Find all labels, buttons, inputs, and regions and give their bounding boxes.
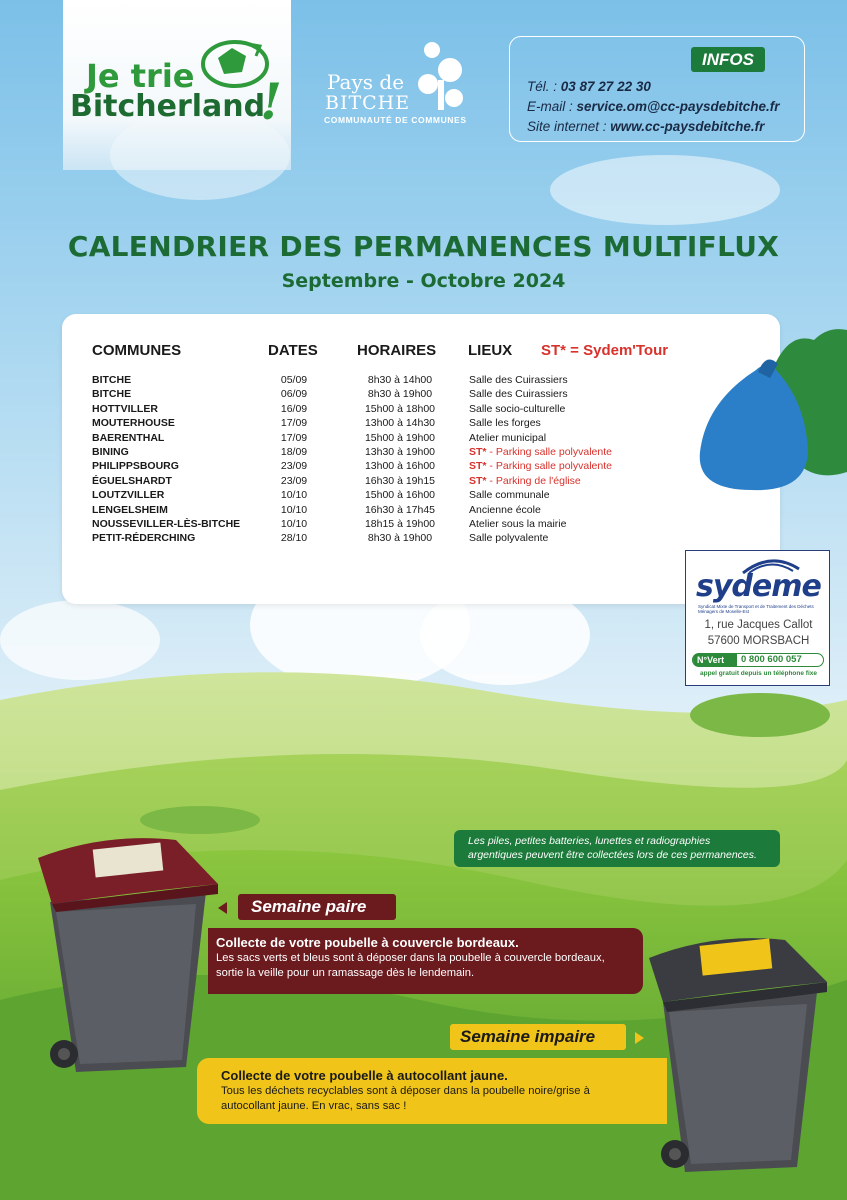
sydeme-address — [686, 617, 831, 649]
sydeme-card — [685, 550, 830, 686]
horaire-cell: 18h15 à 19h00 — [364, 518, 436, 530]
table-row — [62, 417, 780, 431]
yellow-sticker-bin-icon — [645, 932, 830, 1180]
infos-lines — [527, 77, 780, 137]
semaine-impaire-box — [197, 1058, 667, 1124]
page-title: CALENDRIER DES PERMANENCES MULTIFLUX — [67, 230, 780, 263]
numero-vert-label: N°Vert — [693, 653, 737, 667]
semaine-impaire-text: Tous les déchets recyclables sont à déposer dans la poubelle noire/grise à autocollant jaune. En vrac, sans sac ! — [221, 1085, 590, 1112]
arrow-right-icon — [635, 1032, 644, 1044]
date-cell: 10/10 — [280, 489, 308, 502]
horaire-cell: 15h00 à 16h00 — [364, 489, 436, 502]
lieu-cell — [469, 518, 566, 530]
sydeme-address-line2: 57600 MORSBACH — [707, 635, 810, 647]
semaine-paire-lead: Collecte de votre poubelle à couvercle bordeaux. — [216, 935, 519, 950]
page-subtitle: Septembre - Octobre 2024 — [281, 270, 566, 292]
date-cell: 18/09 — [280, 446, 308, 458]
family-tree-icon — [414, 40, 470, 114]
commune-cell: MOUTERHOUSE — [92, 417, 175, 430]
lieu-text: Salle des Cuirassiers — [469, 388, 568, 401]
commune-cell: BAERENTHAL — [92, 431, 165, 444]
horaire-cell: 15h00 à 18h00 — [364, 402, 436, 415]
lieu-cell — [469, 417, 541, 429]
semaine-impaire-lead: Collecte de votre poubelle à autocollant jaune. — [221, 1068, 508, 1083]
commune-cell: NOUSSEVILLER-LÈS-BITCHE — [92, 518, 241, 530]
tel-label: Tél. : — [527, 79, 561, 94]
lieu-cell — [469, 374, 568, 386]
lieu-cell — [469, 489, 550, 501]
table-row — [62, 532, 780, 546]
pdb-line1: Pays de — [327, 70, 405, 94]
numero-vert-number[interactable]: 0 800 600 057 — [741, 654, 802, 665]
date-cell: 23/09 — [280, 474, 308, 487]
header-lieux: LIEUX — [468, 342, 513, 359]
table-row — [62, 518, 780, 532]
sydeme-logo: sydeme — [696, 569, 821, 604]
je-trie-logo — [70, 57, 266, 124]
schedule-card — [62, 314, 780, 604]
lieu-text: Salle des Cuirassiers — [469, 374, 568, 386]
email-link[interactable]: service.om@cc-paysdebitche.fr — [576, 99, 780, 114]
lieu-text: - Parking salle polyvalente — [486, 446, 612, 458]
table-row — [62, 432, 780, 446]
header-horaires: HORAIRES — [357, 342, 437, 359]
table-row — [62, 489, 780, 503]
lieu-text: Salle socio-culturelle — [469, 402, 566, 415]
lieu-cell — [469, 403, 565, 415]
commune-cell: BITCHE — [92, 374, 132, 386]
header-legend: ST* = Sydem'Tour — [541, 342, 669, 359]
table-row — [62, 403, 780, 417]
trash-bags-icon — [696, 322, 847, 494]
horaire-cell: 8h30 à 19h00 — [367, 388, 433, 401]
lieu-text: Atelier sous la mairie — [469, 518, 567, 530]
date-cell: 10/10 — [280, 503, 308, 516]
horaire-cell: 8h30 à 19h00 — [367, 532, 433, 545]
date-cell: 28/10 — [280, 532, 308, 545]
bordeaux-lid-bin-icon — [36, 832, 221, 1082]
table-row — [62, 504, 780, 518]
table-row — [62, 374, 780, 388]
horaire-cell: 15h00 à 19h00 — [364, 431, 436, 444]
date-cell: 23/09 — [280, 460, 308, 473]
pays-de-bitche-logo — [322, 40, 472, 130]
lieu-cell — [469, 504, 541, 516]
sydeme-free-call: appel gratuit depuis un téléphone fixe — [699, 670, 817, 677]
date-cell: 17/09 — [280, 417, 308, 430]
horaire-cell: 13h00 à 16h00 — [364, 460, 436, 473]
st-marker: ST* — [469, 460, 487, 473]
commune-cell: PHILIPPSBOURG — [92, 460, 179, 473]
horaire-cell: 16h30 à 19h15 — [364, 474, 436, 487]
table-row — [62, 388, 780, 402]
date-cell: 05/09 — [280, 374, 308, 386]
semaine-impaire-tag: Semaine impaire — [450, 1024, 626, 1050]
lieu-cell — [469, 532, 548, 544]
table-row — [62, 460, 780, 474]
email-label: E-mail : — [527, 99, 577, 114]
table-row — [62, 446, 780, 460]
header-dates: DATES — [268, 342, 318, 359]
lieu-text: Salle polyvalente — [469, 532, 549, 545]
lieu-text: Atelier municipal — [469, 431, 547, 444]
st-marker: ST* — [469, 446, 487, 458]
commune-cell: BINING — [92, 446, 129, 458]
pdb-line3: COMMUNAUTÉ DE COMMUNES — [324, 115, 467, 125]
logo-line1: Je trie — [86, 57, 195, 95]
lieu-cell — [469, 475, 581, 487]
lieu-text: - Parking salle polyvalente — [486, 460, 612, 473]
header-communes: COMMUNES — [92, 342, 182, 359]
commune-cell: LENGELSHEIM — [92, 503, 168, 516]
semaine-paire-box — [208, 928, 643, 994]
date-cell: 10/10 — [280, 518, 308, 530]
lieu-text: Ancienne école — [469, 503, 541, 516]
semaine-paire-text: Les sacs verts et bleus sont à déposer dans la poubelle à couvercle bordeaux, sortie la veille pour un ramassage dès le lendemain. — [216, 952, 605, 979]
lieu-cell — [469, 388, 568, 400]
horaire-cell: 13h00 à 14h30 — [364, 417, 436, 430]
infos-tag: INFOS — [691, 47, 765, 72]
commune-cell: ÉGUELSHARDT — [92, 474, 172, 487]
site-label: Site internet : — [527, 119, 611, 134]
sydeme-address-line1: 1, rue Jacques Callot — [704, 619, 813, 631]
logo-line2: Bitcherland — [70, 89, 266, 124]
commune-cell: HOTTVILLER — [92, 402, 158, 415]
commune-cell: BITCHE — [92, 388, 132, 401]
horaire-cell: 13h30 à 19h00 — [364, 446, 436, 458]
site-link[interactable]: www.cc-paysdebitche.fr — [610, 119, 765, 134]
logo-exclamation: ! — [260, 72, 282, 131]
table-row — [62, 475, 780, 489]
infos-box — [509, 36, 805, 142]
lieu-text: - Parking de l'église — [486, 474, 581, 487]
st-marker: ST* — [469, 474, 487, 487]
sydeme-tagline: Syndicat Mixte de Transport et de Traitement des Déchets Ménagers de Moselle-Est — [698, 604, 814, 614]
tel-value[interactable]: 03 87 27 22 30 — [560, 79, 651, 94]
lieu-cell — [469, 460, 612, 472]
pdb-line2: BITCHE — [325, 92, 411, 114]
date-cell: 06/09 — [280, 388, 308, 401]
semaine-paire-tag: Semaine paire — [238, 894, 396, 920]
horaire-cell: 16h30 à 17h45 — [364, 503, 436, 516]
arrow-left-icon — [218, 902, 227, 914]
commune-cell: PETIT-RÉDERCHING — [92, 532, 196, 545]
commune-cell: LOUTZVILLER — [92, 489, 165, 502]
lieu-cell — [469, 432, 546, 444]
lieu-text: Salle communale — [469, 489, 550, 502]
date-cell: 17/09 — [280, 431, 308, 444]
lieu-text: Salle les forges — [469, 417, 541, 430]
batteries-note: Les piles, petites batteries, lunettes et radiographies argentiques peuvent être collectées lors de ces permanences. — [454, 830, 780, 867]
lieu-cell — [469, 446, 612, 458]
horaire-cell: 8h30 à 14h00 — [367, 374, 433, 386]
numero-vert[interactable] — [692, 653, 824, 667]
date-cell: 16/09 — [280, 402, 308, 415]
